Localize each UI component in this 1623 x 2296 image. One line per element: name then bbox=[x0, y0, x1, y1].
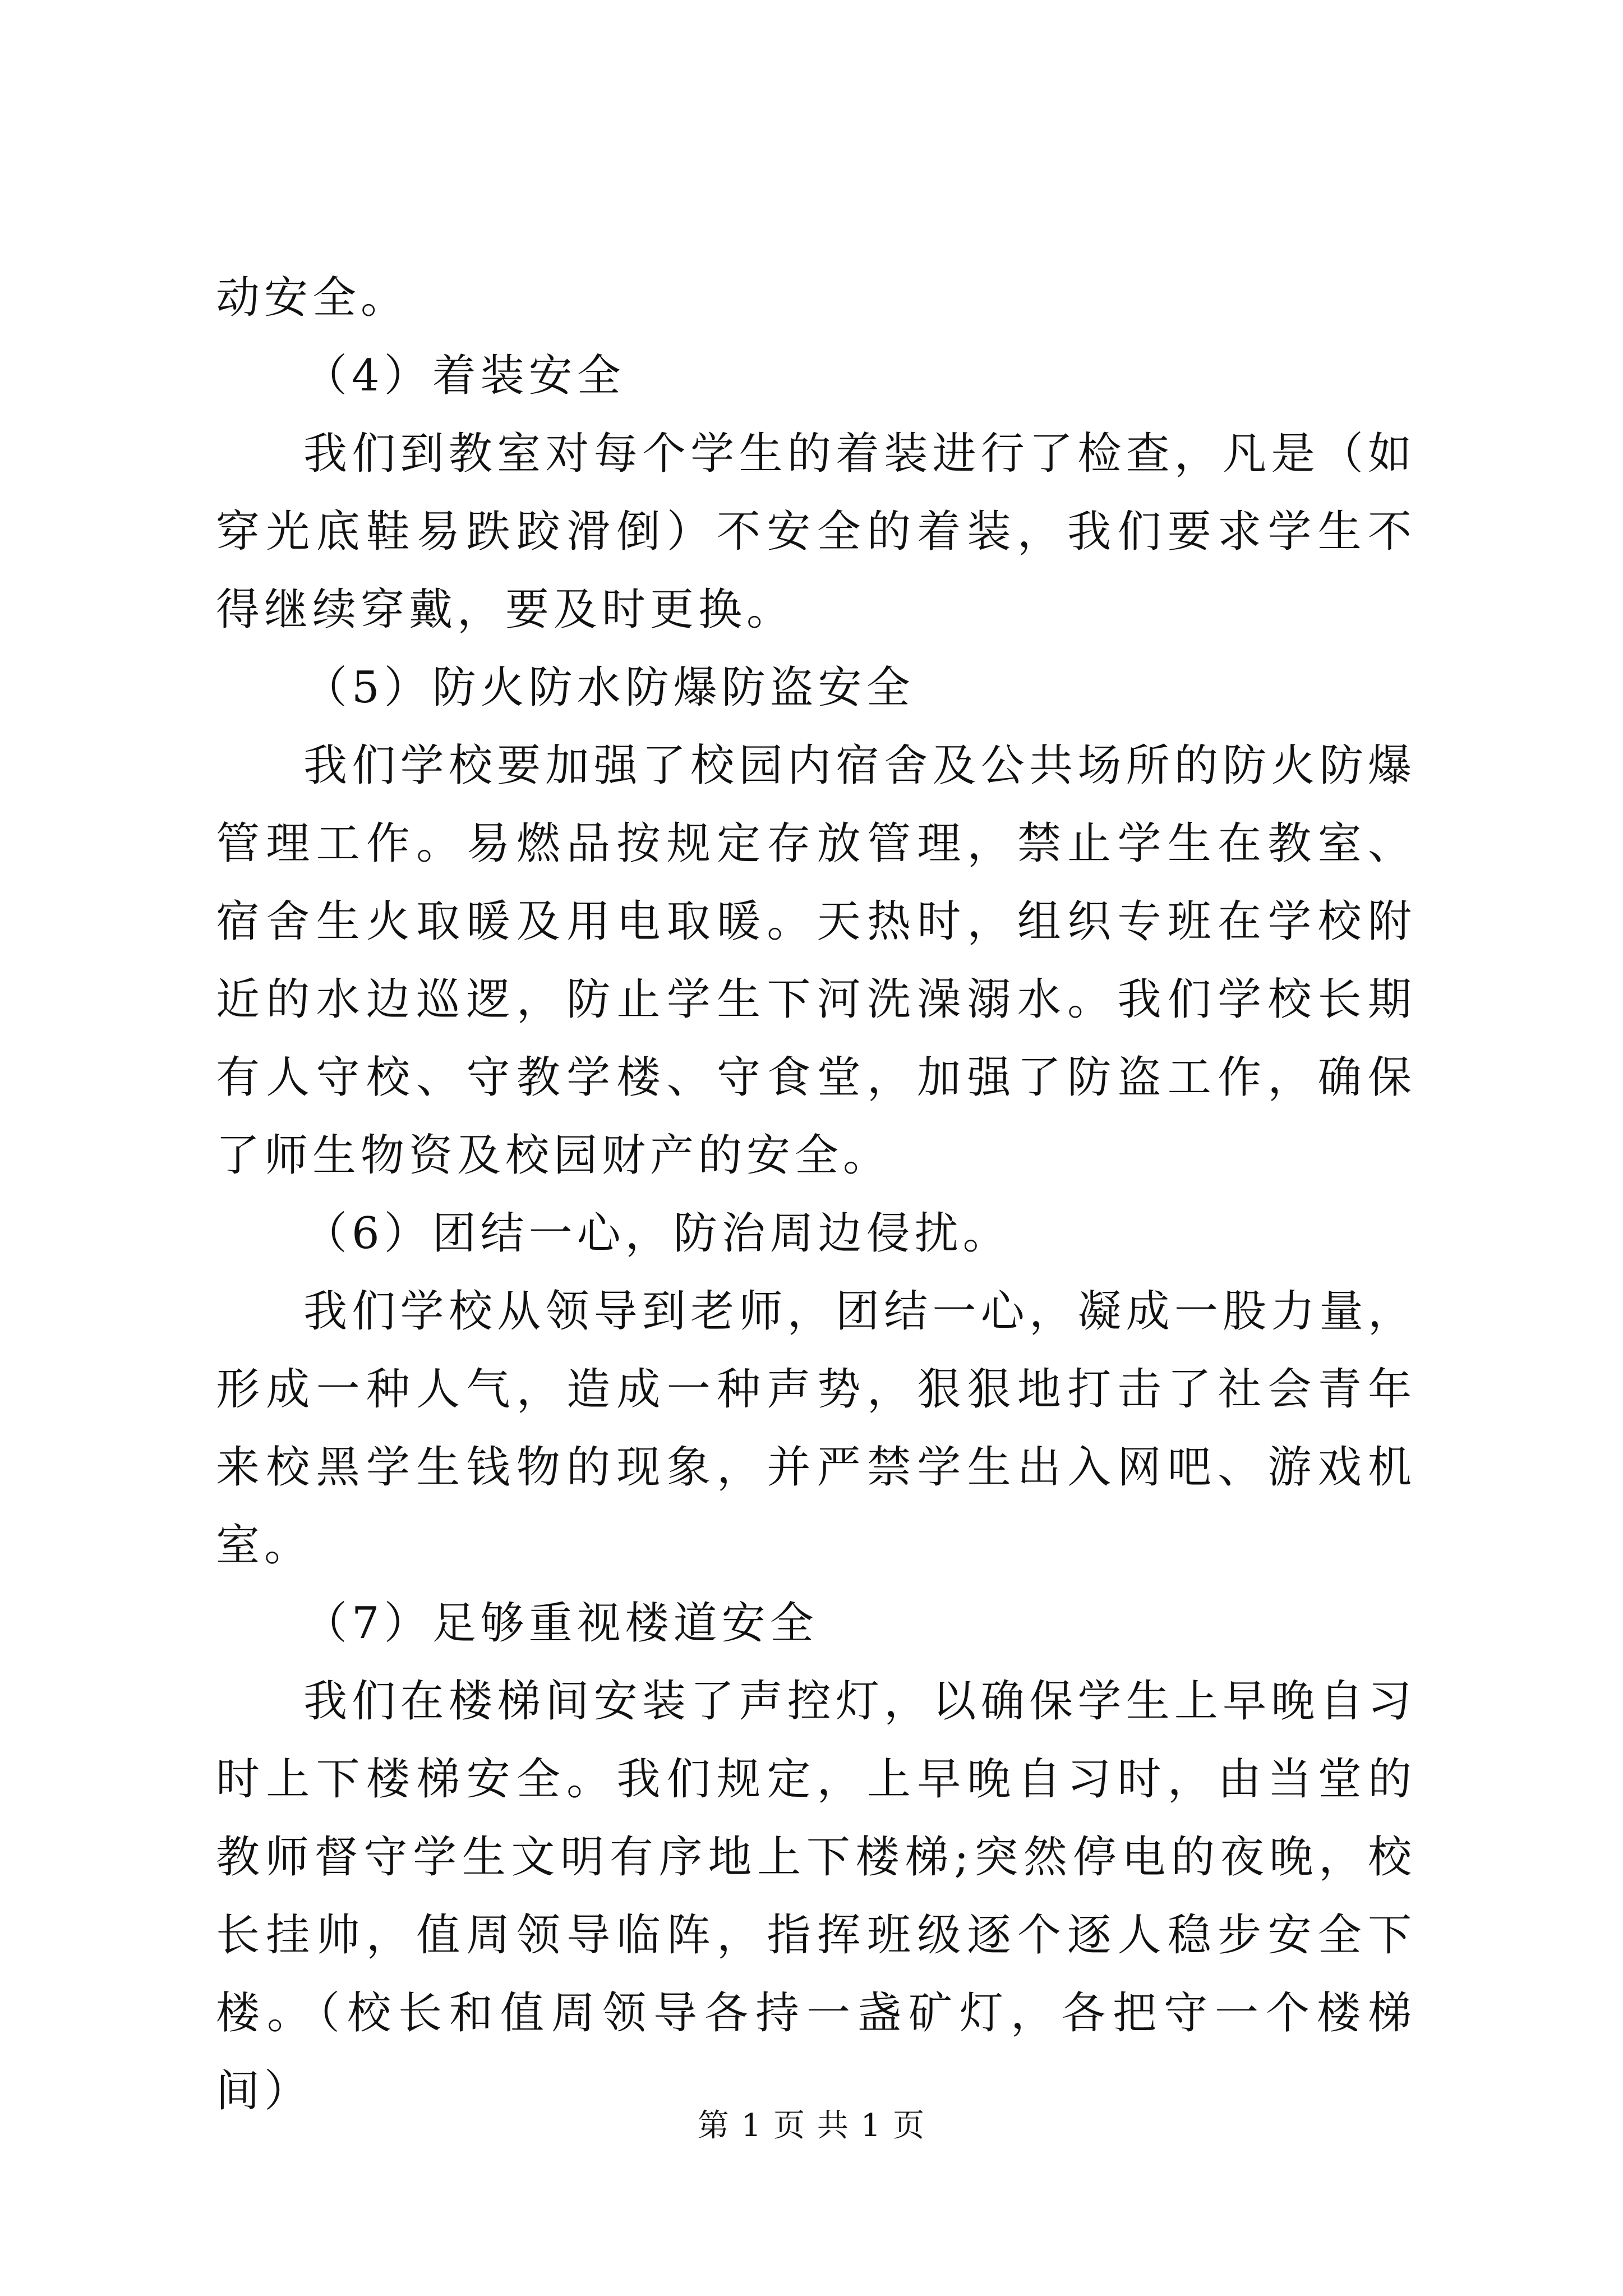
page-footer: 第 1 页 共 1 页 bbox=[697, 2108, 926, 2144]
heading-fire-water-explosion-theft-safety: （5）防火防水防爆防盗安全 bbox=[303, 662, 915, 713]
heading-clothing-safety: （4）着装安全 bbox=[303, 351, 625, 401]
heading-stairway-safety: （7）足够重视楼道安全 bbox=[303, 1598, 818, 1649]
paragraph-stairway-safety: 我们在楼梯间安装了声控灯，以确保学生上早晚自习时上下楼梯安全。我们规定，上早晚自习时，由当堂的教师督守学生文明有序地上下楼梯;突然停电的夜晚，校长挂帅，值周领导临阵，指挥班级逐个逐人稳步安全下楼。（校长和值周领导各持一盏矿灯，各把守一个楼梯间） bbox=[216, 1676, 1416, 2116]
paragraph-unity-prevent-harassment: 我们学校从领导到老师，团结一心，凝成一股力量，形成一种人气，造成一种声势，狠狠地打击了社会青年来校黑学生钱物的现象，并严禁学生出入网吧、游戏机室。 bbox=[216, 1286, 1416, 1571]
document-body bbox=[216, 259, 1416, 2131]
paragraph-continuation: 动安全。 bbox=[216, 273, 409, 323]
paragraph-fire-water-explosion-theft-safety: 我们学校要加强了校园内宿舍及公共场所的防火防爆管理工作。易燃品按规定存放管理，禁止学生在教室、宿舍生火取暖及用电取暖。天热时，组织专班在学校附近的水边巡逻，防止学生下河洗澡溺水。我们学校长期有人守校、守教学楼、守食堂，加强了防盗工作，确保了师生物资及校园财产的安全。 bbox=[216, 740, 1416, 1181]
heading-unity-prevent-harassment: （6）团结一心，防治周边侵扰。 bbox=[303, 1208, 1011, 1259]
paragraph-clothing-safety: 我们到教室对每个学生的着装进行了检查，凡是（如穿光底鞋易跌跤滑倒）不安全的着装，我们要求学生不得继续穿戴，要及时更换。 bbox=[216, 429, 1416, 635]
